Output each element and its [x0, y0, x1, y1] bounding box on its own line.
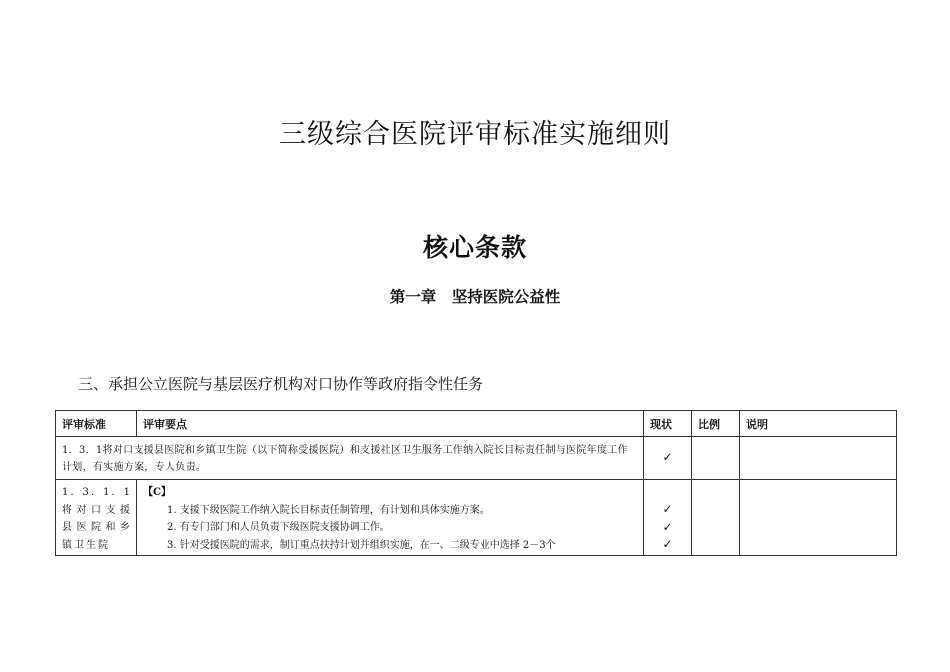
header-ratio: 比例	[692, 411, 740, 437]
level-label: 【C】	[143, 487, 171, 498]
header-note: 说明	[740, 411, 897, 437]
status-check: ✓	[662, 537, 673, 551]
header-status: 现状	[644, 411, 692, 437]
status-check: ✓	[662, 519, 673, 534]
header-standard: 评审标准	[56, 411, 137, 437]
note-cell	[740, 480, 897, 556]
points-cell	[137, 480, 644, 556]
document-subtitle: 核心条款	[422, 233, 527, 262]
point-item: 1. 支援下级医院工作纳入院长目标责任制管理，有计划和具体实施方案。	[167, 504, 490, 516]
note-cell	[740, 437, 897, 480]
status-checks-cell	[644, 480, 692, 556]
table-row	[56, 437, 897, 480]
ratio-cell	[692, 437, 740, 480]
document-title: 三级综合医院评审标准实施细则	[279, 119, 671, 150]
table-header-row	[56, 411, 897, 437]
row-description: 1．3．1将对口支援县医院和乡镇卫生院（以下简称受援医院）和支援社区卫生服务工作纳入院长目标责任制与医院年度工作计划，有实施方案，专人负责。	[56, 437, 644, 480]
point-item: 2. 有专门部门和人员负责下级医院支援协调工作。	[167, 522, 390, 533]
ratio-cell	[692, 480, 740, 556]
point-item: 3. 针对受援医院的需求，制订重点扶持计划并组织实施，在一、二级专业中选择 2－3个	[167, 539, 556, 551]
header-points: 评审要点	[137, 411, 644, 437]
criteria-table	[55, 410, 897, 556]
section-heading: 三、承担公立医院与基层医疗机构对口协作等政府指令性任务	[78, 375, 484, 393]
status-check: ✓	[662, 502, 673, 516]
table-row	[56, 480, 897, 556]
status-check: ✓	[644, 437, 692, 480]
chapter-heading: 第一章 坚持医院公益性	[389, 288, 561, 306]
standard-cell: 1．3．1．1将对口支援县医院和乡镇卫生院	[56, 480, 137, 556]
